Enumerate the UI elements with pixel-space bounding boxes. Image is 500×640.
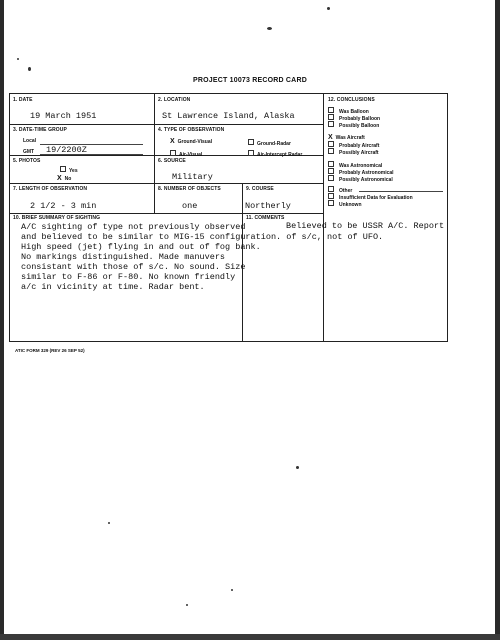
check-x-mark: X [57, 175, 62, 182]
col-divider [323, 94, 324, 342]
check-x-mark: X [328, 134, 333, 141]
photos-no[interactable] [57, 175, 71, 182]
option-label: Unknown [339, 202, 362, 208]
source-label: 6. SOURCE [158, 158, 186, 164]
scan-speck [327, 7, 330, 10]
conclusion-possibly-aircraft[interactable] [328, 148, 379, 156]
record-card [9, 93, 448, 342]
scan-speck [17, 58, 19, 60]
option-label: Other [339, 188, 353, 194]
checkbox-icon [328, 141, 334, 147]
conclusion-possibly-astronomical[interactable] [328, 175, 393, 183]
option-label: Possibly Balloon [339, 123, 380, 129]
option-label: Ground-Radar [257, 141, 291, 147]
conclusion-possibly-balloon[interactable] [328, 121, 379, 129]
checkbox-icon [248, 139, 254, 145]
length-value: 2 1/2 - 3 min [30, 201, 97, 211]
scan-edge-left [0, 0, 4, 640]
scan-speck [296, 466, 299, 469]
summary-line: similar to F-86 or F-80. No known friendly [21, 272, 236, 282]
option-label: Possibly Aircraft [339, 150, 379, 156]
summary-line: consistant with those of s/c. No sound. Size [21, 262, 246, 272]
row-divider [10, 124, 323, 125]
scan-edge-bottom [0, 634, 500, 640]
location-label: 2. LOCATION [158, 97, 191, 103]
summary-line: High speed (jet) flying in and out of fog bank. [21, 242, 261, 252]
check-x-mark: X [170, 138, 175, 145]
checkbox-icon [60, 166, 66, 172]
option-label: Air-Intercept Radar [257, 152, 303, 158]
checkbox-icon [328, 193, 334, 199]
date-value: 19 March 1951 [30, 111, 97, 121]
course-value: Northerly [245, 201, 291, 211]
checkbox-icon [328, 148, 334, 154]
comments-value: Believed to be USSR A/C. Report [286, 221, 445, 231]
scan-speck [231, 589, 233, 591]
checkbox-icon [328, 161, 334, 167]
dtg-local-label: Local [23, 138, 37, 144]
summary-line: and believed to be similar to MIG-15 configuration. of s/c, not of UFO. [21, 232, 384, 242]
num-objects-value: one [182, 201, 198, 211]
type-obs-label: 4. TYPE OF OBSERVATION [158, 127, 225, 133]
scan-speck [28, 67, 31, 71]
option-label: Possibly Astronomical [339, 177, 393, 183]
num-objects-label: 8. NUMBER OF OBJECTS [158, 186, 221, 192]
summary-line: No markings distinguished. Made manuvers [21, 252, 226, 262]
option-label: Yes [69, 168, 78, 174]
checkbox-icon [328, 107, 334, 113]
option-label: Air-Visual [179, 152, 203, 158]
option-label: Probably Aircraft [339, 143, 380, 149]
checkbox-icon [328, 200, 334, 206]
checkbox-icon [248, 150, 254, 156]
option-label: No [64, 176, 72, 182]
checkbox-icon [328, 186, 334, 192]
conclusion-was-aircraft[interactable] [328, 134, 365, 141]
summary-line: a/c in vicinity at time. Radar bent. [21, 282, 205, 292]
conclusions-label: 12. CONCLUSIONS [328, 97, 375, 103]
scan-edge-right [495, 0, 500, 640]
location-value: St Lawrence Island, Alaska [162, 111, 295, 121]
option-label: Was Astronomical [339, 163, 383, 169]
form-number: ATIC FORM 329 (REV 26 SEP 52) [15, 348, 85, 353]
checkbox-icon [328, 168, 334, 174]
option-label: Ground-Visual [177, 139, 213, 145]
option-label: Was Balloon [339, 109, 369, 115]
summary-label: 10. BRIEF SUMMARY OF SIGHTING [13, 215, 101, 221]
dtg-gmt-label: GMT [23, 149, 35, 155]
date-label: 1. DATE [13, 97, 33, 103]
scan-speck [267, 27, 272, 30]
summary-line: A/C sighting of type not previously observed [21, 222, 246, 232]
photos-label: 5. PHOTOS [13, 158, 41, 164]
conclusion-unknown[interactable] [328, 200, 362, 208]
form-title: PROJECT 10073 RECORD CARD [193, 77, 307, 84]
type-obs-air-visual[interactable] [170, 150, 202, 158]
checkbox-icon [170, 150, 176, 156]
checkbox-icon [328, 121, 334, 127]
checkbox-icon [328, 175, 334, 181]
checkbox-icon [328, 114, 334, 120]
photos-yes[interactable] [60, 166, 78, 174]
option-label: Probably Astronomical [339, 170, 394, 176]
row-divider [10, 183, 323, 184]
dtg-gmt-underline [40, 154, 143, 155]
course-label: 9. COURSE [246, 186, 274, 192]
row-divider [10, 213, 323, 214]
scan-speck [186, 604, 188, 606]
comments-label: 11. COMMENTS [246, 215, 285, 221]
type-obs-ground-visual[interactable] [170, 138, 212, 145]
dtg-gmt-value: 19/2200Z [46, 145, 87, 155]
dtg-label: 3. DATE-TIME GROUP [13, 127, 67, 133]
scan-speck [108, 522, 110, 524]
col-divider [154, 94, 155, 213]
other-underline [359, 191, 443, 192]
option-label: Probably Balloon [339, 116, 381, 122]
type-obs-ground-radar[interactable] [248, 139, 291, 147]
length-label: 7. LENGTH OF OBSERVATION [13, 186, 88, 192]
option-label: Was Aircraft [335, 135, 365, 141]
source-value: Military [172, 172, 213, 182]
option-label: Insufficient Data for Evaluation [339, 195, 413, 201]
type-obs-air-intercept-radar[interactable] [248, 150, 302, 158]
